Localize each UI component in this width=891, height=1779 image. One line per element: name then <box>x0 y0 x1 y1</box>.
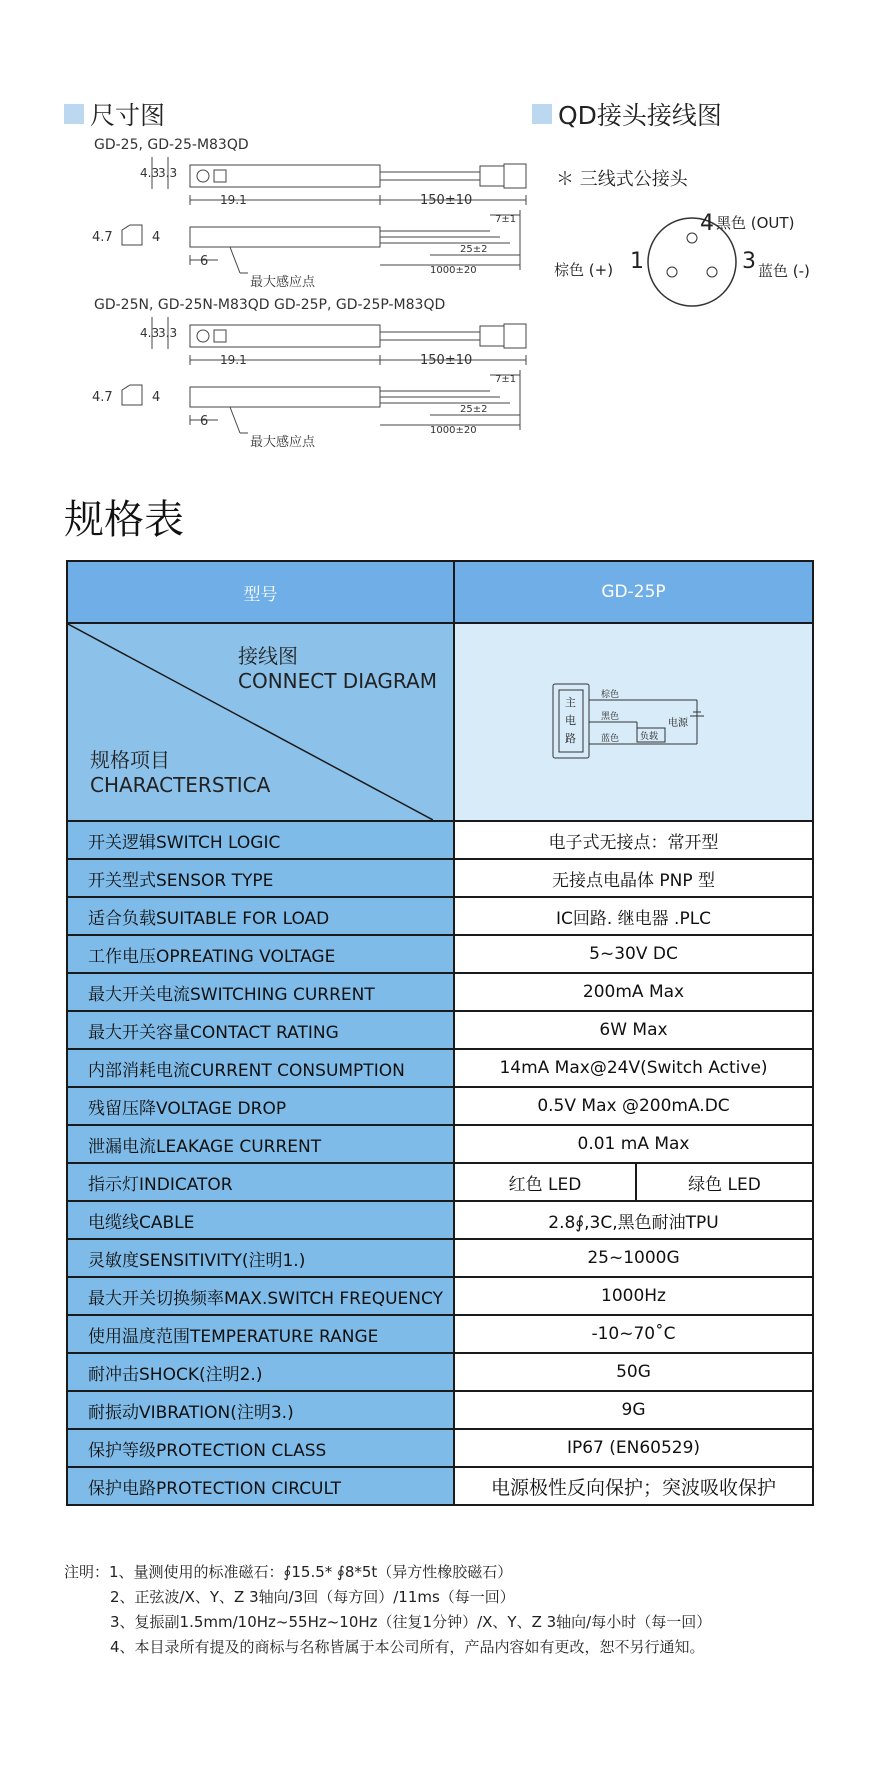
row-label: 灵敏度SENSITIVITY(注明1.) <box>67 1239 454 1277</box>
main-circuit-char-2: 电 <box>565 714 576 727</box>
table-row <box>67 935 813 973</box>
dim-25: 25±2 <box>460 244 488 255</box>
row-value: 无接点电晶体 PNP 型 <box>454 859 813 897</box>
dim-4-7: 4.7 <box>92 390 113 405</box>
row-value: IC回路. 继电器 .PLC <box>454 897 813 935</box>
row-value: 6W Max <box>454 1011 813 1049</box>
section-marker <box>532 104 552 124</box>
dim-3-3: 3.3 <box>158 326 178 340</box>
characteristic-en: CHARACTERSTICA <box>90 773 271 797</box>
row-label: 保护电路PROTECTION CIRCULT <box>67 1467 454 1505</box>
table-row <box>67 1467 813 1505</box>
row-value: 9G <box>454 1391 813 1429</box>
pin-3-label: 蓝色 (-) <box>758 262 810 280</box>
row-value: 5~30V DC <box>454 935 813 973</box>
indicator-row <box>67 1163 813 1201</box>
dim-7: 7±1 <box>495 214 517 225</box>
max-sense-point-label: 最大感应点 <box>250 275 316 290</box>
pin-4-number: 4 <box>700 211 714 236</box>
row-value: 50G <box>454 1353 813 1391</box>
dim-7: 7±1 <box>495 374 517 385</box>
connect-diagram-cn: 接线图 <box>238 644 298 668</box>
dim-6: 6 <box>200 414 209 429</box>
connect-diagram-en: CONNECT DIAGRAM <box>238 669 437 693</box>
row-value: 25~1000G <box>454 1239 813 1277</box>
table-row <box>67 973 813 1011</box>
row-label: 指示灯INDICATOR <box>67 1163 454 1201</box>
pin-1-label: 棕色 (+) <box>554 261 614 279</box>
table-row <box>67 897 813 935</box>
table-row <box>67 1049 813 1087</box>
table-row <box>67 1087 813 1125</box>
table-row <box>67 1239 813 1277</box>
dim-4-3: 4.3 <box>140 326 160 340</box>
row-value: 电子式无接点：常开型 <box>454 821 813 859</box>
dim-4-3: 4.3 <box>140 166 160 180</box>
table-row <box>67 1391 813 1429</box>
wiring-circuit-diagram <box>551 682 711 762</box>
row-label: 最大开关电流SWITCHING CURRENT <box>67 973 454 1011</box>
dim-4: 4 <box>152 230 161 245</box>
table-row <box>67 1315 813 1353</box>
wire-black-label: 黑色 <box>601 712 620 722</box>
row-label: 适合负载SUITABLE FOR LOAD <box>67 897 454 935</box>
row-value: 1000Hz <box>454 1277 813 1315</box>
row-label: 工作电压OPREATING VOLTAGE <box>67 935 454 973</box>
row-label: 内部消耗电流CURRENT CONSUMPTION <box>67 1049 454 1087</box>
note-3: 3、复振副1.5mm/10Hz~55Hz~10Hz（往复1分钟）/X、Y、Z 3轴向/每小时（每一回） <box>110 1613 712 1631</box>
section-marker <box>64 104 84 124</box>
table-row <box>67 821 813 859</box>
max-sense-point-label: 最大感应点 <box>250 435 316 450</box>
row-label: 耐振动VIBRATION(注明3.) <box>67 1391 454 1429</box>
model-header: 型号 <box>67 561 454 623</box>
row-value: 0.5V Max @200mA.DC <box>454 1087 813 1125</box>
spec-table-title: 规格表 <box>64 497 184 543</box>
row-label: 耐冲击SHOCK(注明2.) <box>67 1353 454 1391</box>
dim-25: 25±2 <box>460 404 488 415</box>
dim-19-1: 19.1 <box>220 353 247 367</box>
group1-models: GD-25, GD-25-M83QD <box>94 137 249 153</box>
pin-4-label: 黑色 (OUT) <box>716 214 795 232</box>
pin-1-number: 1 <box>630 249 644 274</box>
dim-19-1: 19.1 <box>220 193 247 207</box>
qd-connector-diagram <box>550 200 850 320</box>
main-circuit-char-3: 路 <box>565 732 576 745</box>
dim-6: 6 <box>200 254 209 269</box>
pin-3-number: 3 <box>742 249 756 274</box>
group2-models: GD-25N, GD-25N-M83QD GD-25P, GD-25P-M83QD <box>94 297 446 313</box>
table-row <box>67 1201 813 1239</box>
dim-3-3: 3.3 <box>158 166 178 180</box>
dim-4: 4 <box>152 390 161 405</box>
row-label: 使用温度范围TEMPERATURE RANGE <box>67 1315 454 1353</box>
dim-150: 150±10 <box>420 193 473 208</box>
diagram-row <box>67 623 813 821</box>
spec-table <box>66 560 814 1506</box>
wire-blue-label: 蓝色 <box>601 734 620 744</box>
table-row <box>67 1011 813 1049</box>
notes-section <box>64 1560 711 1660</box>
row-label: 残留压降VOLTAGE DROP <box>67 1087 454 1125</box>
row-value: -10~70˚C <box>454 1315 813 1353</box>
note-2: 2、正弦波/X、Y、Z 3轴向/3回（每方回）/11ms（每一回） <box>110 1588 515 1606</box>
row-label: 最大开关切换频率MAX.SWITCH FREQUENCY <box>67 1277 454 1315</box>
row-value: IP67 (EN60529) <box>454 1429 813 1467</box>
row-label: 最大开关容量CONTACT RATING <box>67 1011 454 1049</box>
model-value-header: GD-25P <box>454 561 813 623</box>
table-row <box>67 1125 813 1163</box>
load-label: 负载 <box>640 732 659 742</box>
qd-section-title: QD接头接线图 <box>558 101 722 130</box>
table-row <box>67 859 813 897</box>
wire-brown-label: 棕色 <box>601 690 620 700</box>
row-label: 泄漏电流LEAKAGE CURRENT <box>67 1125 454 1163</box>
row-value: 2.8∮,3C,黑色耐油TPU <box>454 1201 813 1239</box>
indicator-red-led: 红色 LED <box>454 1163 636 1201</box>
dim-150: 150±10 <box>420 353 473 368</box>
table-row <box>67 1429 813 1467</box>
dimension-section-heading <box>64 96 165 132</box>
connect-diagram-cell <box>454 623 813 821</box>
row-label: 开关型式SENSOR TYPE <box>67 859 454 897</box>
row-value: 0.01 mA Max <box>454 1125 813 1163</box>
qd-subtitle: ＊ 三线式公接头 <box>556 169 688 190</box>
dim-4-7: 4.7 <box>92 230 113 245</box>
note-1: 注明：1、量测使用的标准磁石：∮15.5* ∮8*5t（异方性橡胶磁石） <box>64 1563 513 1581</box>
dim-1000: 1000±20 <box>430 265 477 276</box>
dimension-section-title: 尺寸图 <box>90 101 166 130</box>
qd-section-heading <box>532 96 722 132</box>
table-row <box>67 1353 813 1391</box>
dimension-drawing-1 <box>90 155 530 295</box>
power-label: 电源 <box>668 718 688 729</box>
row-value: 200mA Max <box>454 973 813 1011</box>
row-label: 保护等级PROTECTION CLASS <box>67 1429 454 1467</box>
main-circuit-char-1: 主 <box>565 696 576 709</box>
row-value: 电源极性反向保护；突波吸收保护 <box>454 1467 813 1505</box>
dim-1000: 1000±20 <box>430 425 477 436</box>
row-label: 电缆线CABLE <box>67 1201 454 1239</box>
indicator-green-led: 绿色 LED <box>636 1163 813 1201</box>
note-4: 4、本目录所有提及的商标与名称皆属于本公司所有，产品内容如有更改，恕不另行通知。 <box>110 1638 705 1656</box>
table-header-row <box>67 561 813 623</box>
diagram-header-cell <box>67 623 454 821</box>
table-row <box>67 1277 813 1315</box>
row-value: 14mA Max@24V(Switch Active) <box>454 1049 813 1087</box>
row-label: 开关逻辑SWITCH LOGIC <box>67 821 454 859</box>
dimension-drawing-2 <box>90 315 530 455</box>
characteristic-cn: 规格项目 <box>90 748 170 772</box>
